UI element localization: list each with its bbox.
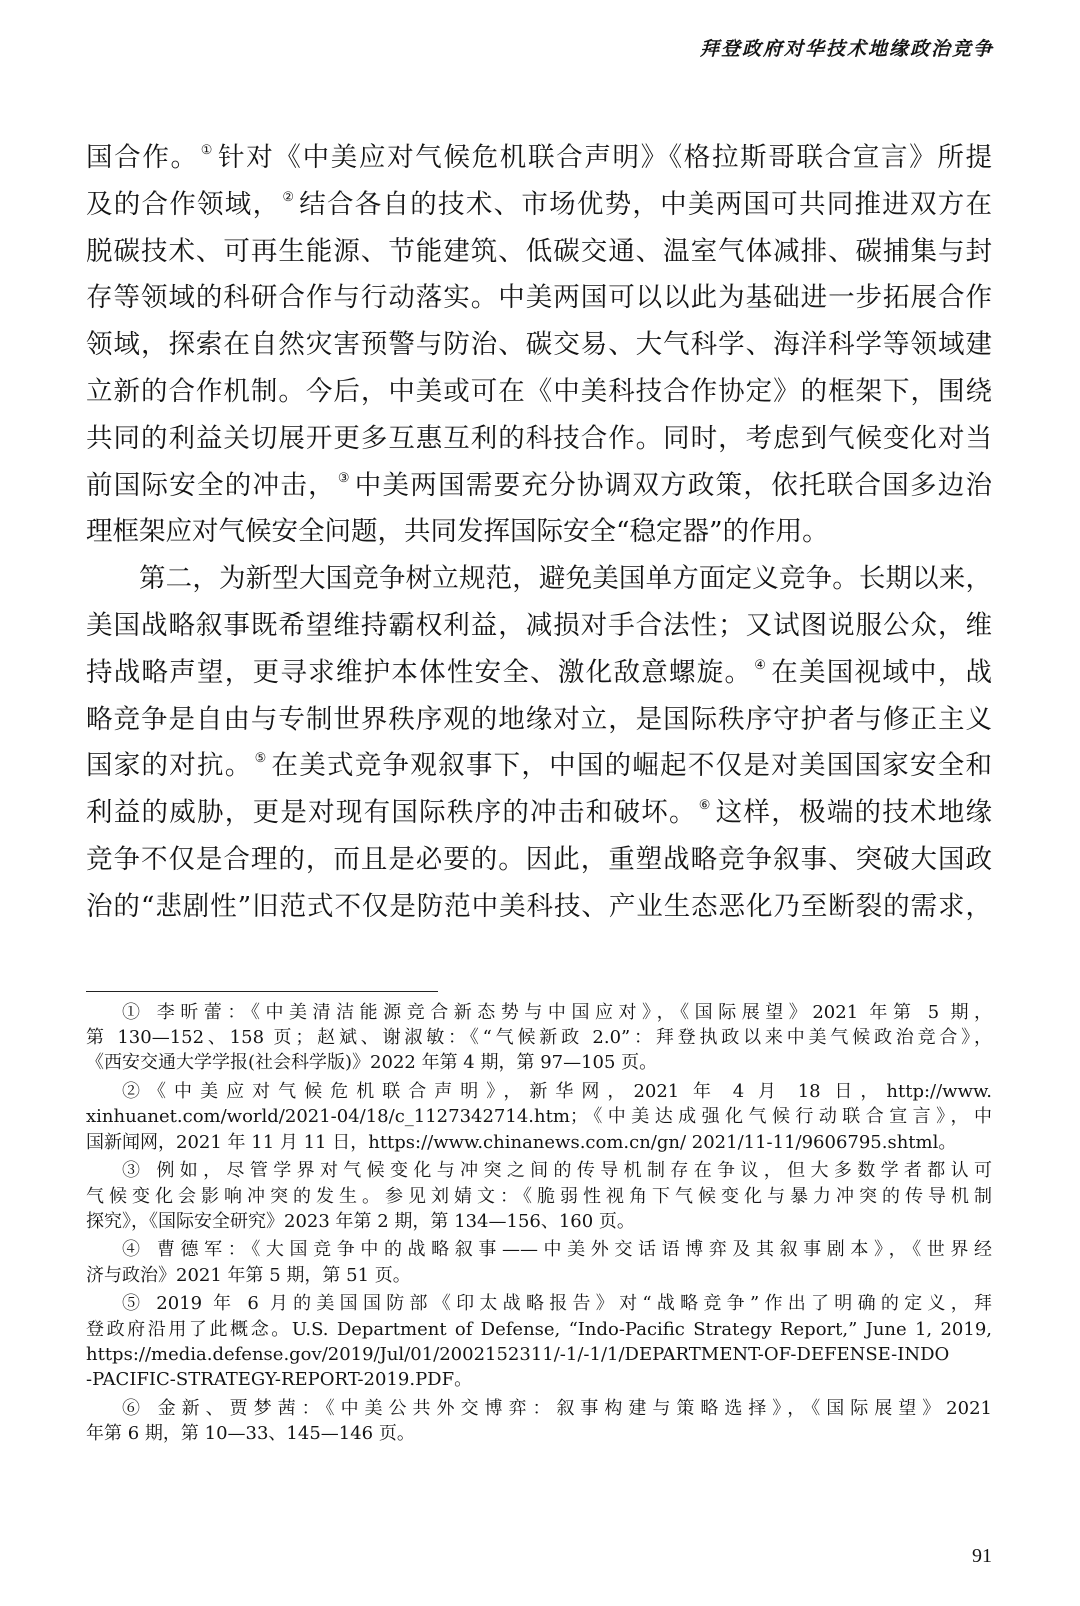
footnote-divider <box>86 991 438 992</box>
footnote-ref-5[interactable]: ⑤ <box>254 751 268 767</box>
body-text <box>86 135 992 931</box>
footnote-ref-2[interactable]: ② <box>282 189 296 205</box>
footnote-line: 济与政治》2021 年第 5 期，第 51 页。 <box>86 1264 411 1286</box>
footnote-line: 探究》，《国际安全研究》2023 年第 2 期，第 134—156、160 页。 <box>86 1210 635 1232</box>
footnote-ref-3[interactable]: ③ <box>337 470 351 486</box>
footnote-line: 登政府沿用了此概念。U.S. Department of Defense, “Indo-Pacific Strategy Report,” June 1, 2019, <box>86 1318 992 1340</box>
text-line: 持战略声望，更寻求维护本体性安全、激化敌意螺旋。 ④ 在美国视域中，战 <box>86 656 993 688</box>
text-line: 国家的对抗。 ⑤ 在美式竞争观叙事下，中国的崛起不仅是对美国国家安全和 <box>86 750 993 782</box>
text-line: 领域，探索在自然灾害预警与防治、碳交易、大气科学、海洋科学等领域建 <box>86 329 992 361</box>
text-line: 共同的利益关切展开更多互惠互利的科技合作。同时，考虑到气候变化对当 <box>86 422 992 454</box>
footnote-line[interactable]: ②《中美应对气候危机联合声明》，新华网，2021 年 4 月 18 日，http://www. <box>122 1081 992 1103</box>
footnote-2 <box>86 1079 992 1155</box>
text-line: 美国战略叙事既希望维持霸权利益，减损对手合法性；又试图说服公众，维 <box>86 609 992 641</box>
text-line: 竞争不仅是合理的，而且是必要的。因此，重塑战略竞争叙事、突破大国政 <box>86 843 992 875</box>
text-line: 脱碳技术、可再生能源、节能建筑、低碳交通、温室气体减排、碳捕集与封 <box>86 235 992 267</box>
footnote-line: ③ 例如，尽管学界对气候变化与冲突之间的传导机制存在争议，但大多数学者都认可 <box>122 1160 992 1182</box>
running-head: 拜登政府对华技术地缘政治竞争 <box>699 38 994 60</box>
text-line: 及的合作领域， ② 结合各自的技术、市场优势，中美两国可共同推进双方在 <box>86 188 993 220</box>
footnote-line: 《西安交通大学学报(社会科学版)》2022 年第 4 期，第 97—105 页。 <box>86 1052 658 1074</box>
footnote-line[interactable]: https://media.defense.gov/2019/Jul/01/2002152311/-1/-1/1/DEPARTMENT-OF-DEFENSE-INDO <box>86 1343 950 1365</box>
footnote-line: ⑤ 2019 年 6 月的美国国防部《印太战略报告》对“战略竞争”作出了明确的定义，拜 <box>122 1293 992 1315</box>
footnote-line: 年第 6 期，第 10—33、145—146 页。 <box>86 1422 415 1444</box>
text-line: 利益的威胁，更是对现有国际秩序的冲击和破坏。 ⑥ 这样，极端的技术地缘 <box>86 797 993 829</box>
footnote-line[interactable]: -PACIFIC-STRATEGY-REPORT-2019.PDF。 <box>86 1369 473 1390</box>
footnote-line[interactable]: 国新闻网，2021 年 11 月 11 日，https://www.chinanews.com.cn/gn/ 2021/11-11/9606795.shtml。 <box>86 1131 957 1153</box>
footnote-ref-1[interactable]: ① <box>200 143 215 158</box>
footnote-6 <box>86 1396 992 1446</box>
footnotes <box>86 1000 992 1450</box>
footnote-line[interactable]: xinhuanet.com/world/2021-04/18/c_1127342714.htm；《中美达成强化气候行动联合宣言》，中 <box>86 1106 992 1128</box>
footnote-3 <box>86 1158 992 1234</box>
footnote-4 <box>86 1237 992 1287</box>
paragraph-2 <box>86 556 992 930</box>
footnote-ref-6[interactable]: ⑥ <box>698 798 712 814</box>
footnote-ref-4[interactable]: ④ <box>754 657 768 673</box>
paragraph-1 <box>86 135 992 556</box>
text-line: 存等领域的科研合作与行动落实。中美两国可以以此为基础进一步拓展合作 <box>86 282 992 314</box>
text-line: 立新的合作机制。今后，中美或可在《中美科技合作协定》的框架下，围绕 <box>86 375 992 407</box>
footnote-line: 第 130—152、158 页；赵斌、谢淑敏：《“气候新政 2.0”：拜登执政以来中美气候政治竞合》， <box>86 1027 992 1049</box>
text-line: 理框架应对气候安全问题，共同发挥国际安全“稳定器”的作用。 <box>86 516 829 548</box>
text-line: 略竞争是自由与专制世界秩序观的地缘对立，是国际秩序守护者与修正主义 <box>86 703 992 735</box>
text-line: 第二，为新型大国竞争树立规范，避免美国单方面定义竞争。长期以来， <box>139 563 992 595</box>
footnote-1 <box>86 1000 992 1076</box>
text-line: 国合作。 ① 针对《中美应对气候危机联合声明》《格拉斯哥联合宣言》所提 <box>86 142 993 173</box>
footnote-line: ① 李昕蕾：《中美清洁能源竞合新态势与中国应对》，《国际展望》2021 年第 5 期， <box>122 1002 992 1023</box>
footnote-5 <box>86 1291 992 1392</box>
footnote-line: 气候变化会影响冲突的发生。参见刘婧文：《脆弱性视角下气候变化与暴力冲突的传导机制 <box>86 1185 992 1207</box>
footnote-line: ⑥ 金新、贾梦茜：《中美公共外交博弈：叙事构建与策略选择》，《国际展望》2021 <box>122 1397 992 1419</box>
text-line: 前国际安全的冲击， ③ 中美两国需要充分协调双方政策，依托联合国多边治 <box>86 469 993 501</box>
text-line: 治的“悲剧性”旧范式不仅是防范中美科技、产业生态恶化乃至断裂的需求， <box>86 890 992 922</box>
footnote-line: ④ 曹德军：《大国竞争中的战略叙事——中美外交话语博弈及其叙事剧本》，《世界经 <box>122 1239 992 1261</box>
page-number: 91 <box>972 1545 992 1567</box>
